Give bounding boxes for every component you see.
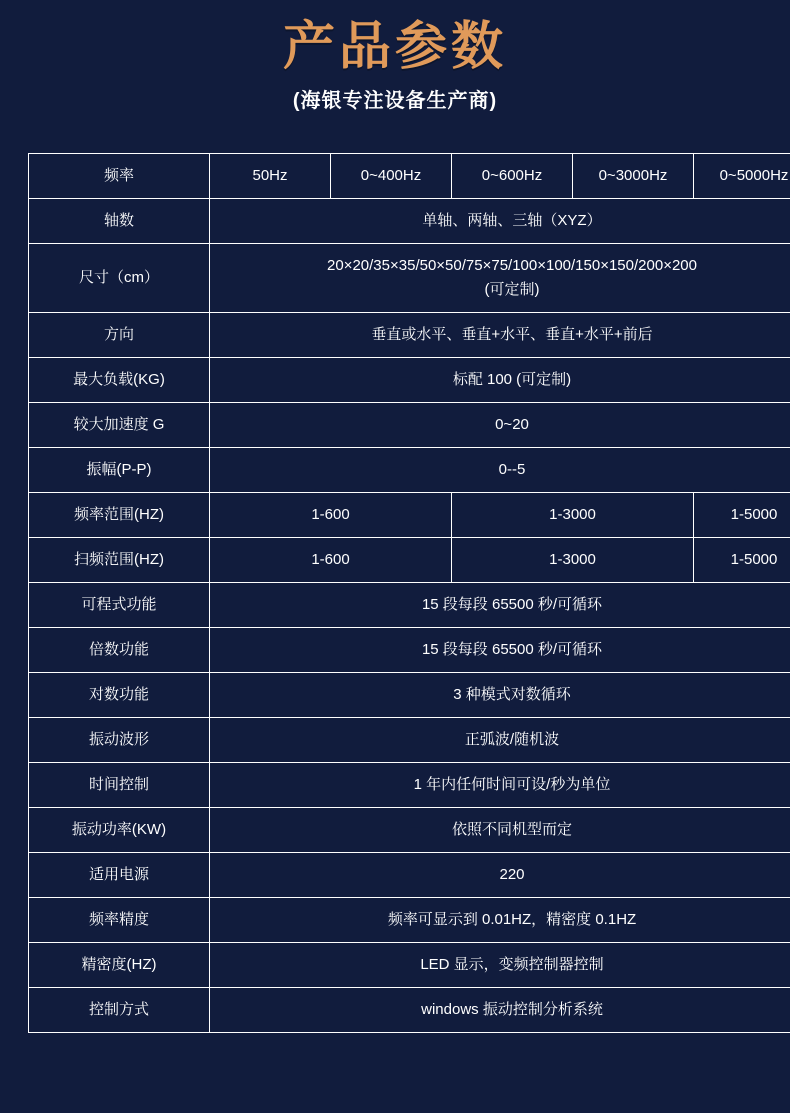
row-value: 0~600Hz (452, 153, 573, 198)
row-label: 倍数功能 (29, 627, 210, 672)
row-value: 0~3000Hz (573, 153, 694, 198)
row-label: 控制方式 (29, 987, 210, 1032)
table-row (29, 987, 790, 1032)
row-label: 轴数 (29, 198, 210, 243)
row-value: 1-5000 (694, 492, 790, 537)
row-label: 频率 (29, 153, 210, 198)
table-row (29, 198, 790, 243)
row-label: 尺寸（cm） (29, 243, 210, 312)
table-row (29, 717, 790, 762)
row-value: 1-600 (210, 537, 452, 582)
row-label: 振幅(P-P) (29, 447, 210, 492)
row-value: LED 显示，变频控制器控制 (210, 942, 790, 987)
spec-table (28, 153, 790, 1033)
table-row (29, 312, 790, 357)
row-value: 220 (210, 852, 790, 897)
row-label: 频率范围(HZ) (29, 492, 210, 537)
table-row (29, 807, 790, 852)
row-value: 垂直或水平、垂直+水平、垂直+水平+前后 (210, 312, 790, 357)
table-row (29, 897, 790, 942)
row-value-line: 20×20/35×35/50×50/75×75/100×100/150×150/200×200 (327, 256, 697, 274)
row-value: 1-5000 (694, 537, 790, 582)
row-value: 频率可显示到 0.01HZ，精密度 0.1HZ (210, 897, 790, 942)
row-value: 0~400Hz (331, 153, 452, 198)
row-label: 适用电源 (29, 852, 210, 897)
row-label: 最大负载(KG) (29, 357, 210, 402)
row-label: 较大加速度 G (29, 402, 210, 447)
row-value: 50Hz (210, 153, 331, 198)
table-row (29, 153, 790, 198)
table-row (29, 402, 790, 447)
table-row (29, 492, 790, 537)
table-row (29, 243, 790, 312)
row-value: 15 段每段 65500 秒/可循环 (210, 627, 790, 672)
table-row (29, 357, 790, 402)
row-value: 单轴、两轴、三轴（XYZ） (210, 198, 790, 243)
table-row (29, 582, 790, 627)
row-value: 3 种模式对数循环 (210, 672, 790, 717)
row-label: 振动功率(KW) (29, 807, 210, 852)
spec-table-wrapper (28, 153, 789, 1033)
table-row (29, 537, 790, 582)
page-header (0, 0, 790, 113)
row-value: 标配 100 (可定制) (210, 357, 790, 402)
row-value: windows 振动控制分析系统 (210, 987, 790, 1032)
row-value: 正弧波/随机波 (210, 717, 790, 762)
row-value: 0~20 (210, 402, 790, 447)
page-title: 产品参数 (282, 18, 507, 76)
row-value: 1-3000 (452, 492, 694, 537)
table-row (29, 672, 790, 717)
row-value: 15 段每段 65500 秒/可循环 (210, 582, 790, 627)
table-row (29, 447, 790, 492)
row-label: 对数功能 (29, 672, 210, 717)
row-label: 可程式功能 (29, 582, 210, 627)
row-value-line: (可定制) (484, 280, 540, 298)
table-row (29, 762, 790, 807)
row-label: 精密度(HZ) (29, 942, 210, 987)
row-value (210, 243, 790, 312)
page-subtitle: (海银专注设备生产商) (292, 89, 498, 112)
row-label: 振动波形 (29, 717, 210, 762)
row-value: 1-600 (210, 492, 452, 537)
row-label: 时间控制 (29, 762, 210, 807)
row-value: 0--5 (210, 447, 790, 492)
row-value: 依照不同机型而定 (210, 807, 790, 852)
row-label: 频率精度 (29, 897, 210, 942)
spec-table-body (29, 153, 790, 1032)
table-row (29, 627, 790, 672)
table-row (29, 942, 790, 987)
row-value: 1-3000 (452, 537, 694, 582)
row-value: 0~5000Hz (694, 153, 790, 198)
table-row (29, 852, 790, 897)
row-value: 1 年内任何时间可设/秒为单位 (210, 762, 790, 807)
row-label: 扫频范围(HZ) (29, 537, 210, 582)
row-label: 方向 (29, 312, 210, 357)
